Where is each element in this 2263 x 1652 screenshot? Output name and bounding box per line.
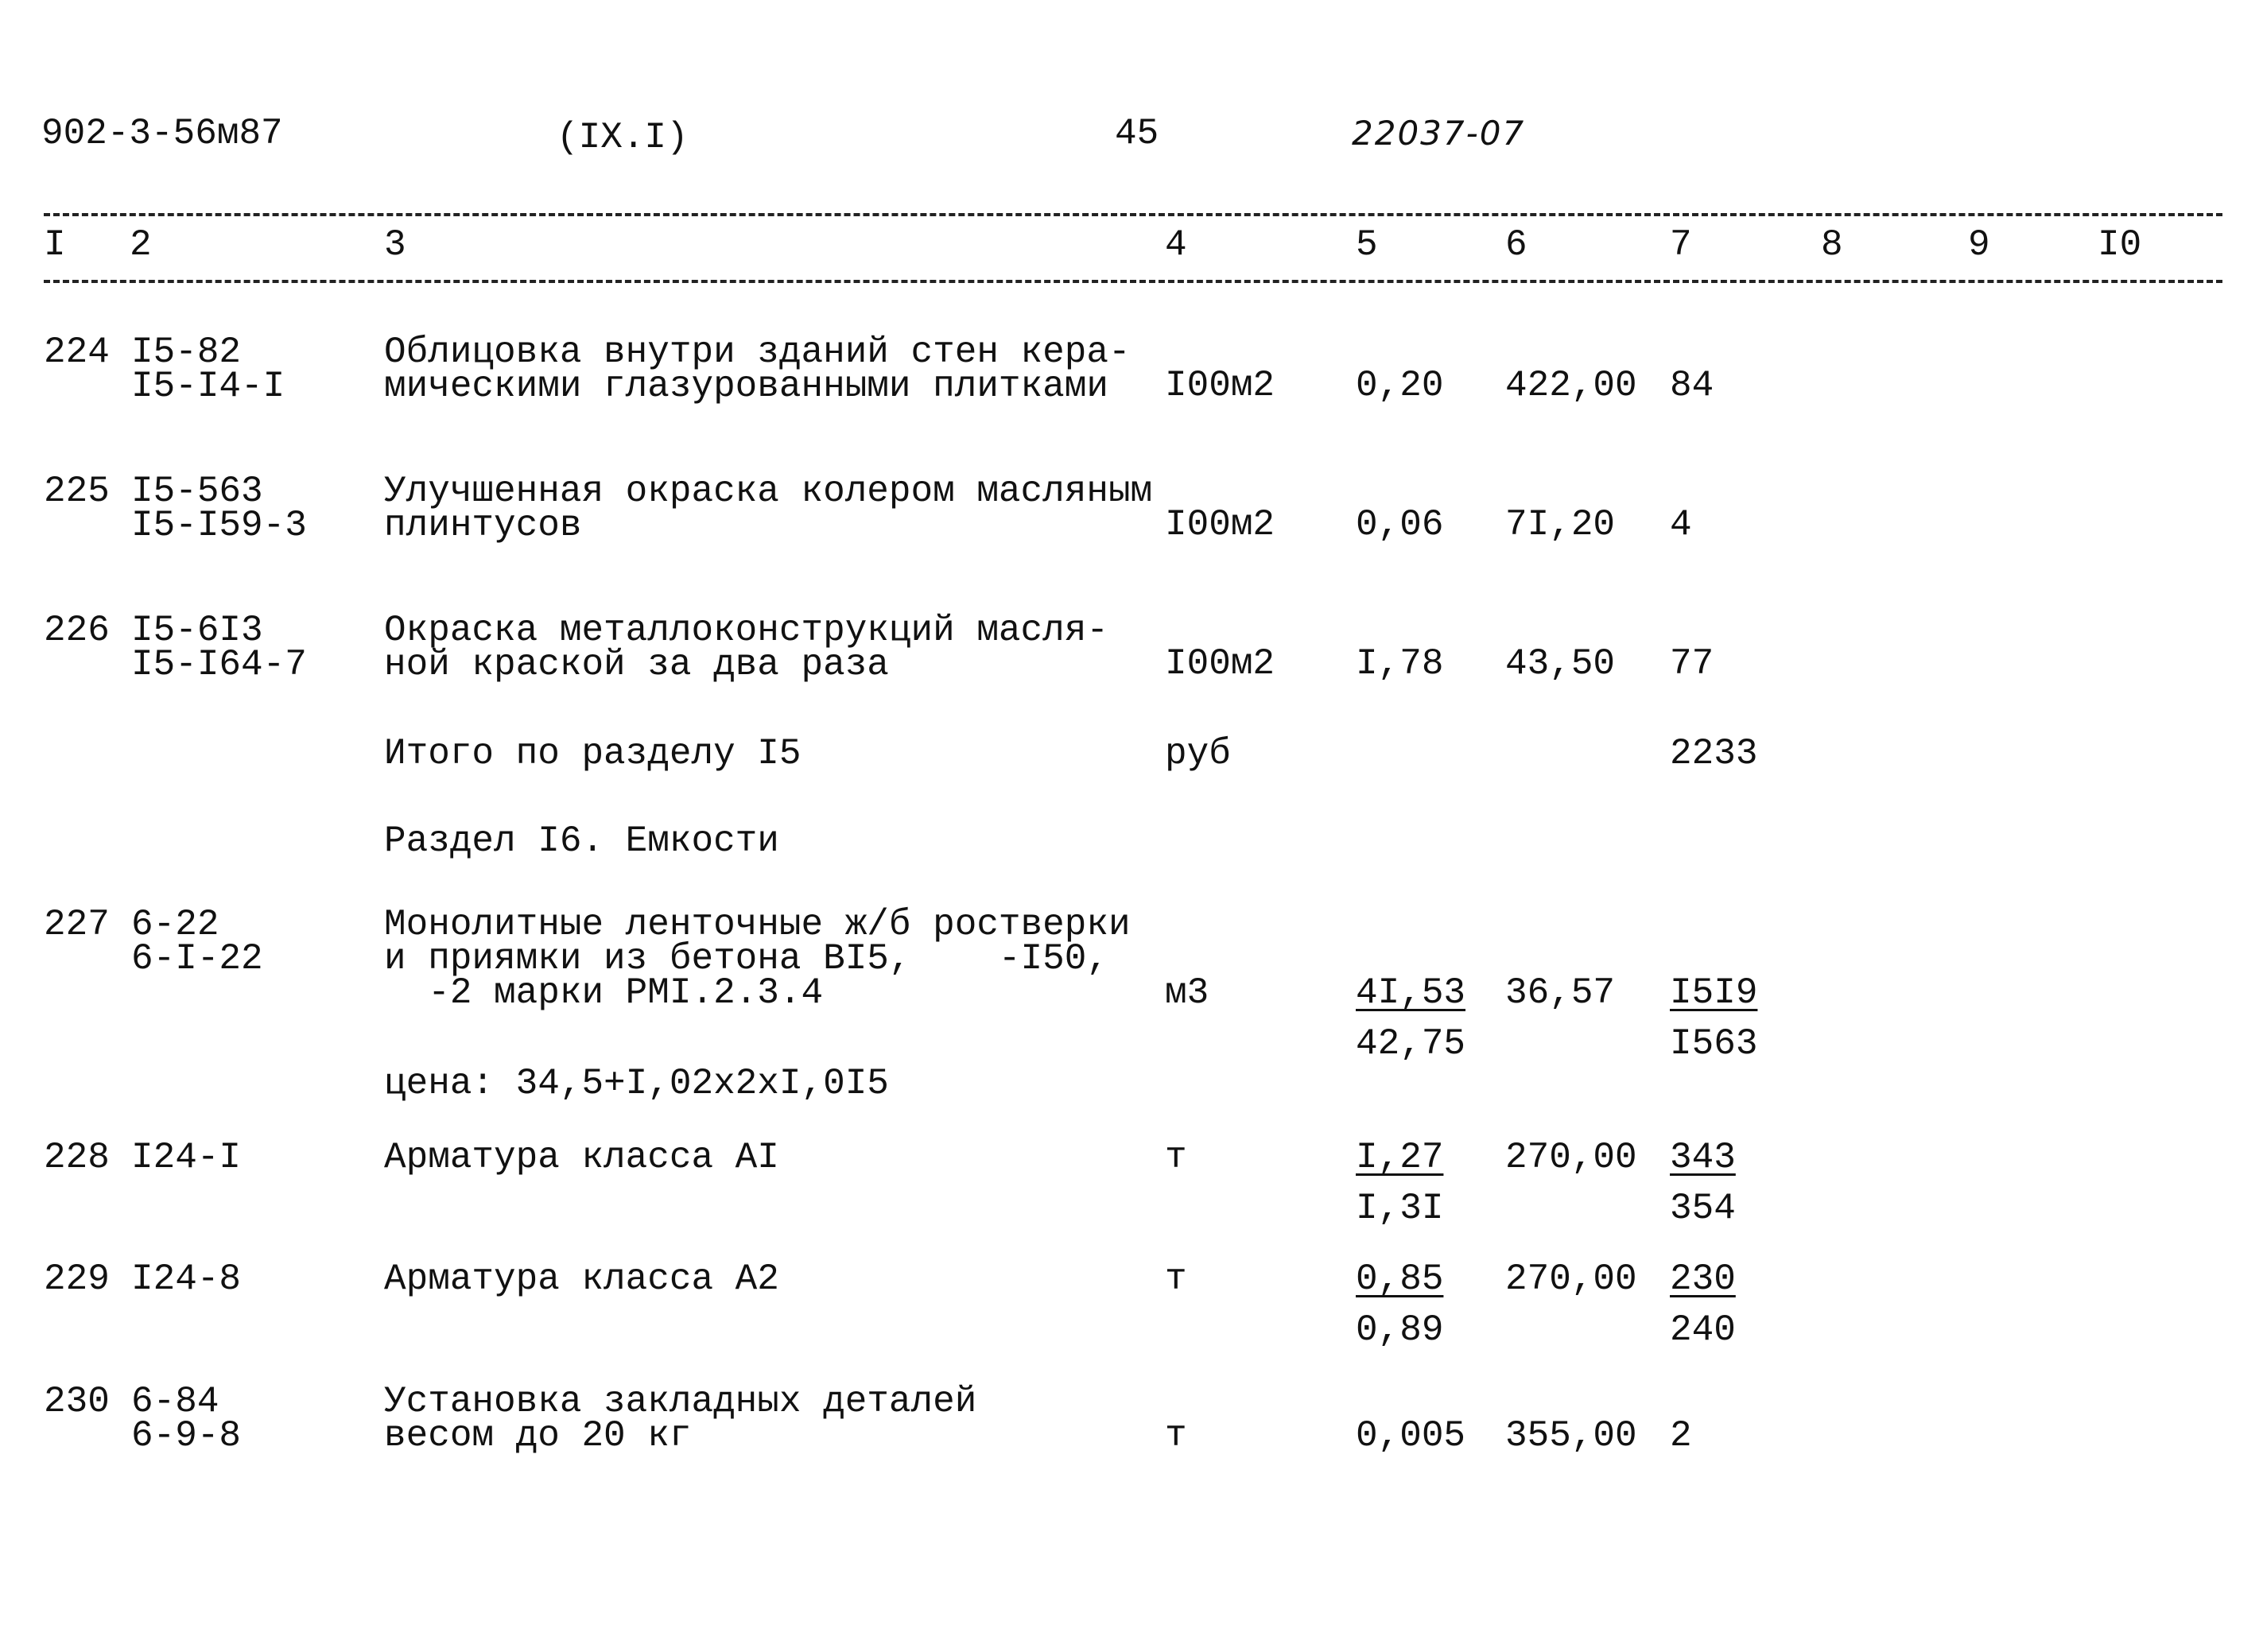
col-header-7: 7	[1670, 224, 1692, 266]
row-quantity-adjusted: 42,75	[1356, 1023, 1466, 1064]
row-description-line: Монолитные ленточные ж/б ростверки	[384, 904, 1131, 945]
row-quantity: I,78	[1356, 643, 1444, 684]
row-description-line: ной краской за два раза	[384, 644, 889, 685]
row-quantity: 0,005	[1356, 1415, 1466, 1456]
top-dashed-rule	[44, 213, 2222, 216]
row-description-line: мическими глазурованными плитками	[384, 366, 1108, 407]
summary-label: Итого по разделу I5	[384, 733, 802, 774]
row-total: 343	[1670, 1137, 1736, 1178]
summary-total: 2233	[1670, 733, 1758, 774]
row-total: 84	[1670, 365, 1714, 406]
row-total-adjusted: 354	[1670, 1188, 1736, 1229]
section-label: (IX.I)	[557, 117, 689, 158]
document-code: 902-3-56м87	[41, 113, 283, 154]
col-header-8: 8	[1821, 224, 1843, 266]
row-quantity: I,27	[1356, 1137, 1444, 1178]
row-unit: I00м2	[1165, 504, 1275, 545]
row-total: I5I9	[1670, 972, 1758, 1014]
row-price: 355,00	[1505, 1415, 1637, 1456]
col-header-4: 4	[1165, 224, 1187, 266]
col-header-3: 3	[384, 224, 406, 266]
col-header-1: I	[44, 224, 66, 266]
row-description-line: Установка закладных деталей	[384, 1381, 977, 1422]
summary-unit: руб	[1165, 733, 1231, 774]
col-header-10: I0	[2098, 224, 2142, 266]
col-header-5: 5	[1356, 224, 1378, 266]
row-description-line: плинтусов	[384, 505, 582, 546]
row-unit: I00м2	[1165, 643, 1275, 684]
row-description-line: Улучшенная окраска колером масляным	[384, 471, 1153, 512]
row-unit: т	[1165, 1258, 1187, 1300]
row-description-line: весом до 20 кг	[384, 1415, 692, 1456]
row-description-line: Арматура класса A2	[384, 1258, 779, 1300]
row-code-secondary: I5-I64-7	[131, 644, 307, 685]
row-code: I5-563	[131, 471, 263, 512]
row-description-line: Облицовка внутри зданий стен кера-	[384, 332, 1131, 373]
row-code-secondary: 6-I-22	[131, 938, 263, 979]
row-description-line: Арматура класса AI	[384, 1137, 779, 1178]
bottom-dashed-rule	[44, 280, 2222, 283]
row-code-secondary: I5-I4-I	[131, 366, 285, 407]
col-header-2: 2	[130, 224, 152, 266]
row-total: 2	[1670, 1415, 1692, 1456]
row-price: 7I,20	[1505, 504, 1616, 545]
row-number: 227	[44, 904, 110, 945]
row-total: 230	[1670, 1258, 1736, 1300]
stamp-number: 22037-07	[1352, 114, 1526, 153]
row-code: 6-22	[131, 904, 219, 945]
row-quantity-adjusted: 0,89	[1356, 1309, 1444, 1351]
row-price: 43,50	[1505, 643, 1616, 684]
row-number: 224	[44, 332, 110, 373]
col-header-6: 6	[1505, 224, 1527, 266]
row-quantity: 0,06	[1356, 504, 1444, 545]
row-total: 4	[1670, 504, 1692, 545]
row-unit: I00м2	[1165, 365, 1275, 406]
row-quantity: 4I,53	[1356, 972, 1466, 1014]
row-price: 36,57	[1505, 972, 1616, 1014]
row-quantity: 0,20	[1356, 365, 1444, 406]
row-number: 226	[44, 610, 110, 651]
section-title: Раздел I6. Емкости	[384, 820, 779, 862]
row-total-adjusted: I563	[1670, 1023, 1758, 1064]
row-code: I24-I	[131, 1137, 242, 1178]
row-number: 225	[44, 471, 110, 512]
row-total: 77	[1670, 643, 1714, 684]
row-quantity: 0,85	[1356, 1258, 1444, 1300]
row-unit: т	[1165, 1415, 1187, 1456]
row-code: I5-6I3	[131, 610, 263, 651]
row-price: 422,00	[1505, 365, 1637, 406]
row-code-secondary: I5-I59-3	[131, 505, 307, 546]
row-price-note: цена: 34,5+I,02x2xI,0I5	[384, 1063, 889, 1104]
row-description-line: и приямки из бетона BI5, -I50,	[384, 938, 1108, 979]
row-total-adjusted: 240	[1670, 1309, 1736, 1351]
row-price: 270,00	[1505, 1137, 1637, 1178]
row-code: I24-8	[131, 1258, 242, 1300]
col-header-9: 9	[1968, 224, 1990, 266]
row-quantity-adjusted: I,3I	[1356, 1188, 1444, 1229]
page-number: 45	[1115, 113, 1159, 154]
row-number: 230	[44, 1381, 110, 1422]
row-description-line: -2 марки PMI.2.3.4	[384, 972, 824, 1014]
row-unit: м3	[1165, 972, 1209, 1014]
row-description-line: Окраска металлоконструкций масля-	[384, 610, 1108, 651]
row-number: 228	[44, 1137, 110, 1178]
row-number: 229	[44, 1258, 110, 1300]
row-code: 6-84	[131, 1381, 219, 1422]
row-price: 270,00	[1505, 1258, 1637, 1300]
row-code: I5-82	[131, 332, 242, 373]
row-unit: т	[1165, 1137, 1187, 1178]
row-code-secondary: 6-9-8	[131, 1415, 242, 1456]
